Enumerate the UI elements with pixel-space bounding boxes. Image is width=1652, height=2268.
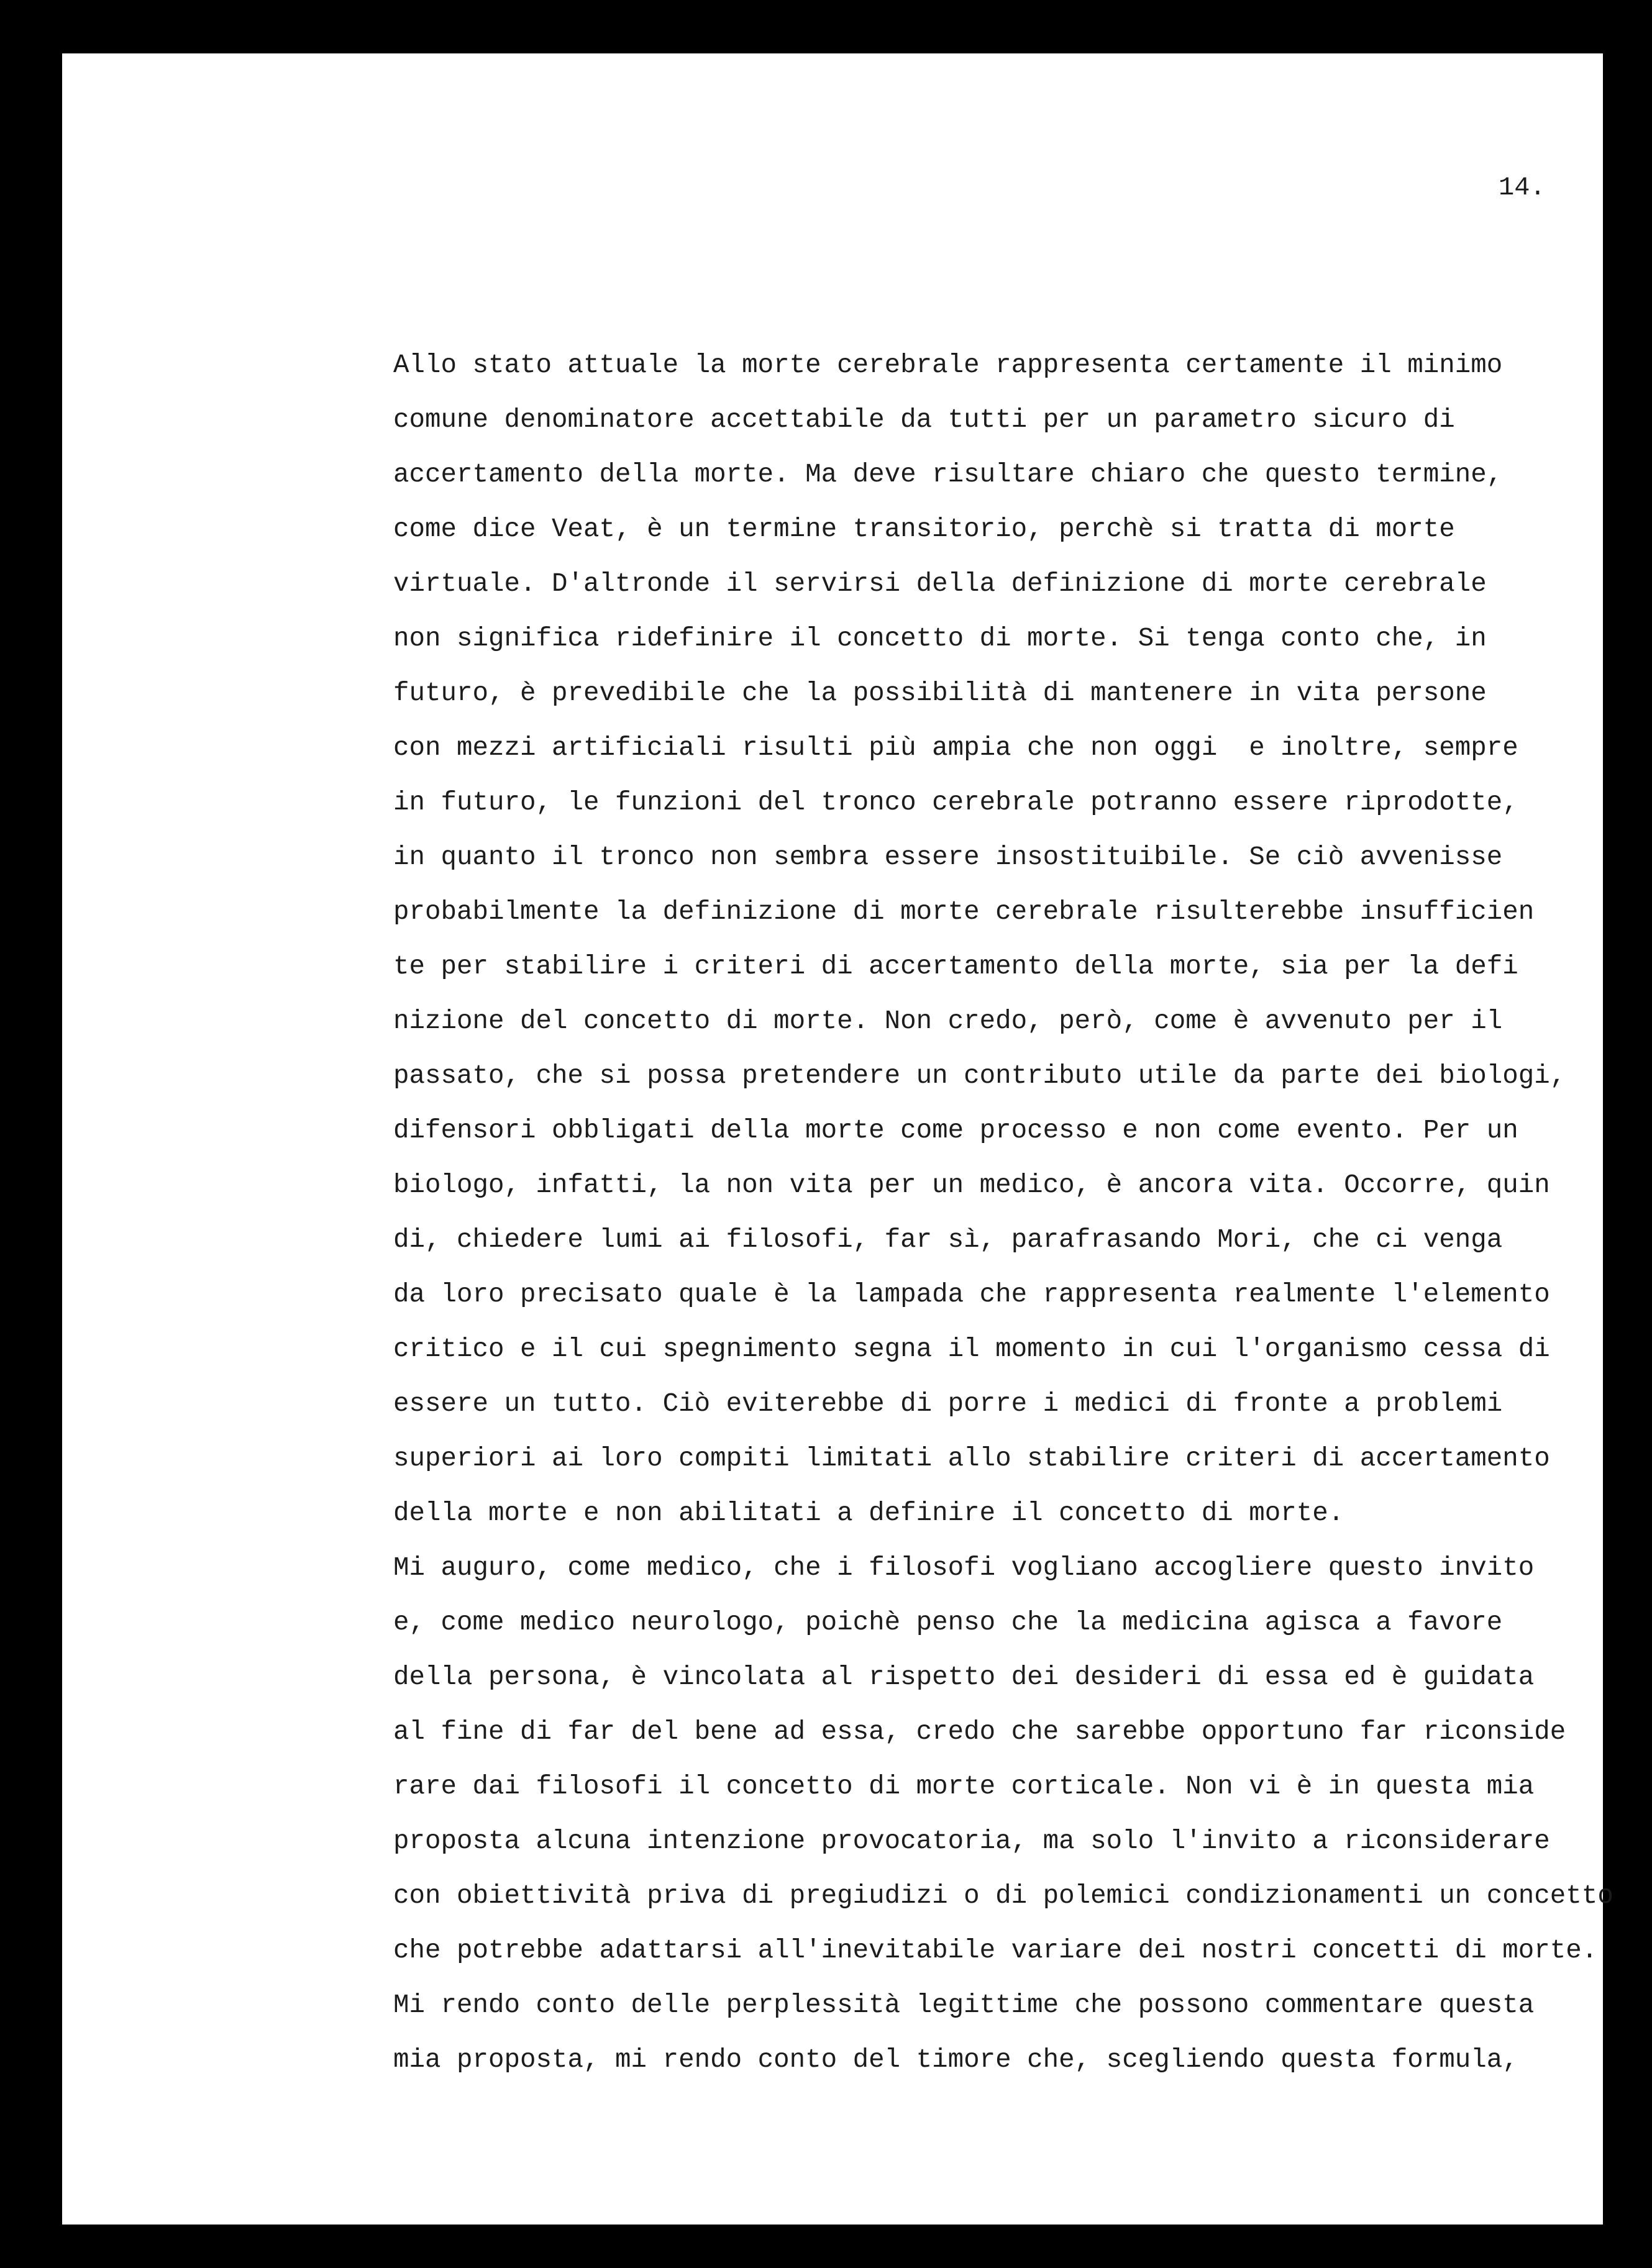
text-line: non significa ridefinire il concetto di morte. Si tenga conto che, in [393, 624, 1487, 654]
text-line: difensori obbligati della morte come processo e non come evento. Per un [393, 1116, 1518, 1145]
text-line: virtuale. D'altronde il servirsi della definizione di morte cerebrale [393, 569, 1487, 599]
text-line: e, come medico neurologo, poichè penso che la medicina agisca a favore [393, 1608, 1503, 1637]
text-line: della persona, è vincolata al rispetto dei desideri di essa ed è guidata [393, 1662, 1535, 1692]
page-number: 14. [1499, 173, 1546, 203]
text-line: proposta alcuna intenzione provocatoria, ma solo l'invito a riconsiderare [393, 1826, 1550, 1856]
body-text [393, 345, 1623, 2095]
text-line: della morte e non abilitati a definire il concetto di morte. [393, 1498, 1344, 1528]
text-line: accertamento della morte. Ma deve risultare chiaro che questo termine, [393, 460, 1503, 490]
text-line: con mezzi artificiali risulti più ampia che non oggi e inoltre, sempre [393, 733, 1518, 763]
text-line: da loro precisato quale è la lampada che rappresenta realmente l'elemento [393, 1280, 1550, 1309]
text-line: rare dai filosofi il concetto di morte corticale. Non vi è in questa mia [393, 1772, 1535, 1801]
text-line: biologo, infatti, la non vita per un medico, è ancora vita. Occorre, quin [393, 1170, 1550, 1200]
text-line: superiori ai loro compiti limitati allo stabilire criteri di accertamento [393, 1444, 1550, 1473]
text-line: di, chiedere lumi ai filosofi, far sì, parafrasando Mori, che ci venga [393, 1225, 1503, 1255]
text-line: in futuro, le funzioni del tronco cerebrale potranno essere riprodotte, [393, 788, 1518, 817]
text-line: al fine di far del bene ad essa, credo che sarebbe opportuno far riconside [393, 1717, 1566, 1747]
text-line: Allo stato attuale la morte cerebrale rappresenta certamente il minimo [393, 350, 1503, 380]
text-line: che potrebbe adattarsi all'inevitabile variare dei nostri concetti di morte. [393, 1936, 1598, 1965]
text-line: te per stabilire i criteri di accertamento della morte, sia per la defi [393, 952, 1518, 981]
text-line: critico e il cui spegnimento segna il momento in cui l'organismo cessa di [393, 1334, 1550, 1364]
text-line: mia proposta, mi rendo conto del timore che, scegliendo questa formula, [393, 2045, 1518, 2075]
text-line: nizione del concetto di morte. Non credo, però, come è avvenuto per il [393, 1006, 1503, 1036]
text-line: passato, che si possa pretendere un contributo utile da parte dei biologi, [393, 1061, 1566, 1091]
text-line: comune denominatore accettabile da tutti per un parametro sicuro di [393, 405, 1455, 435]
text-line: Mi auguro, come medico, che i filosofi vogliano accogliere questo invito [393, 1553, 1535, 1583]
text-line: essere un tutto. Ciò eviterebbe di porre i medici di fronte a problemi [393, 1389, 1503, 1419]
document-sheet [62, 53, 1613, 2225]
text-line: probabilmente la definizione di morte cerebrale risulterebbe insufficien [393, 897, 1535, 927]
text-line: come dice Veat, è un termine transitorio, perchè si tratta di morte [393, 514, 1455, 544]
text-line: futuro, è prevedibile che la possibilità di mantenere in vita persone [393, 678, 1487, 708]
text-line: Mi rendo conto delle perplessità legittime che possono commentare questa [393, 1990, 1535, 2020]
text-line: in quanto il tronco non sembra essere insostituibile. Se ciò avvenisse [393, 842, 1503, 872]
text-line: con obiettività priva di pregiudizi o di polemici condizionamenti un concetto [393, 1881, 1613, 1911]
